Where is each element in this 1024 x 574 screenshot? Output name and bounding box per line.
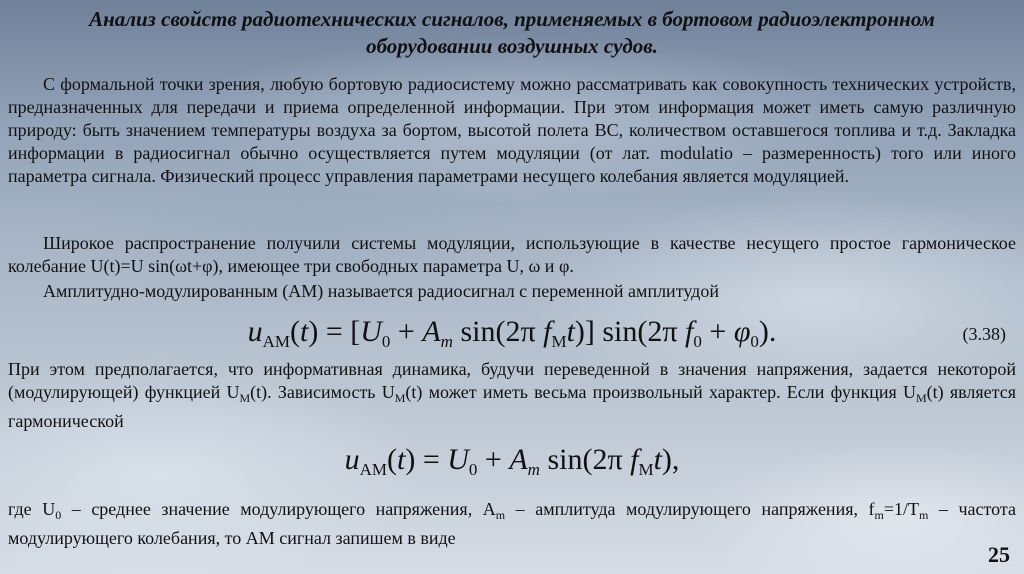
paragraph-am-definition: Амплитудно-модулированным (АМ) называется радиосигнал с переменной амплитудой xyxy=(43,281,719,301)
formula-am-signal: $u_{AM}(t) = [U_0 + A_m$ sin(2π $f_Mt$)] sin(2π $f_0 + \varphi_0$). xyxy=(247,315,777,351)
slide-title: Анализ свойств радиотехнических сигналов, применяемых в бортовом радиоэлектронном оборудовании воздушных судов. xyxy=(89,7,935,58)
paragraph-carrier: Широкое распространение получили системы модуляции, использующие в качестве несущего простое гармоническое колебание U(t)=U sin(ωt+φ), имеющее три свободных параметра U, ω и φ. xyxy=(8,233,1016,276)
page-number: 25 xyxy=(988,542,1010,567)
formula-am-harmonic: $u_{AM}(t) = U_0 + A_m$ sin(2π $f_Mt$), xyxy=(344,443,680,479)
paragraph-intro: С формальной точки зрения, любую бортовую радиосистему можно рассматривать как совокупность технических устройств, предназначенных для передачи и приема определенной информации. При этом информация может иметь самую различную природу: быть значением температуры воздуха за бортом, высотой полета ВС, количеством оставшегося топлива и т.д. Закладка информации в радиосигнал обычно осуществляется путем модуляции (от лат. modulatio – размеренность) того или иного параметра сигнала. Физический процесс управления параметрами несущего колебания является модуляцией. xyxy=(8,74,1016,186)
equation-number: (3.38) xyxy=(962,324,1006,344)
paragraph-modulating-function: При этом предполагается, что информативная динамика, будучи переведенной в значения напряжения, задается некоторой (модулирующей) функцией $U_M(t)$. Зависимость $U_M(t)$ может иметь весьма произвольный характер. Если функция $U_M(t)$ является гармонической xyxy=(8,359,1016,431)
paragraph-definitions: где $U_0$ – среднее значение модулирующего напряжения, $A_m$ – амплитуда модулирующего напряжения, $f_m=1/T_m$ – частота модулирующего колебания, то АМ сигнал запишем в виде xyxy=(8,499,1016,548)
